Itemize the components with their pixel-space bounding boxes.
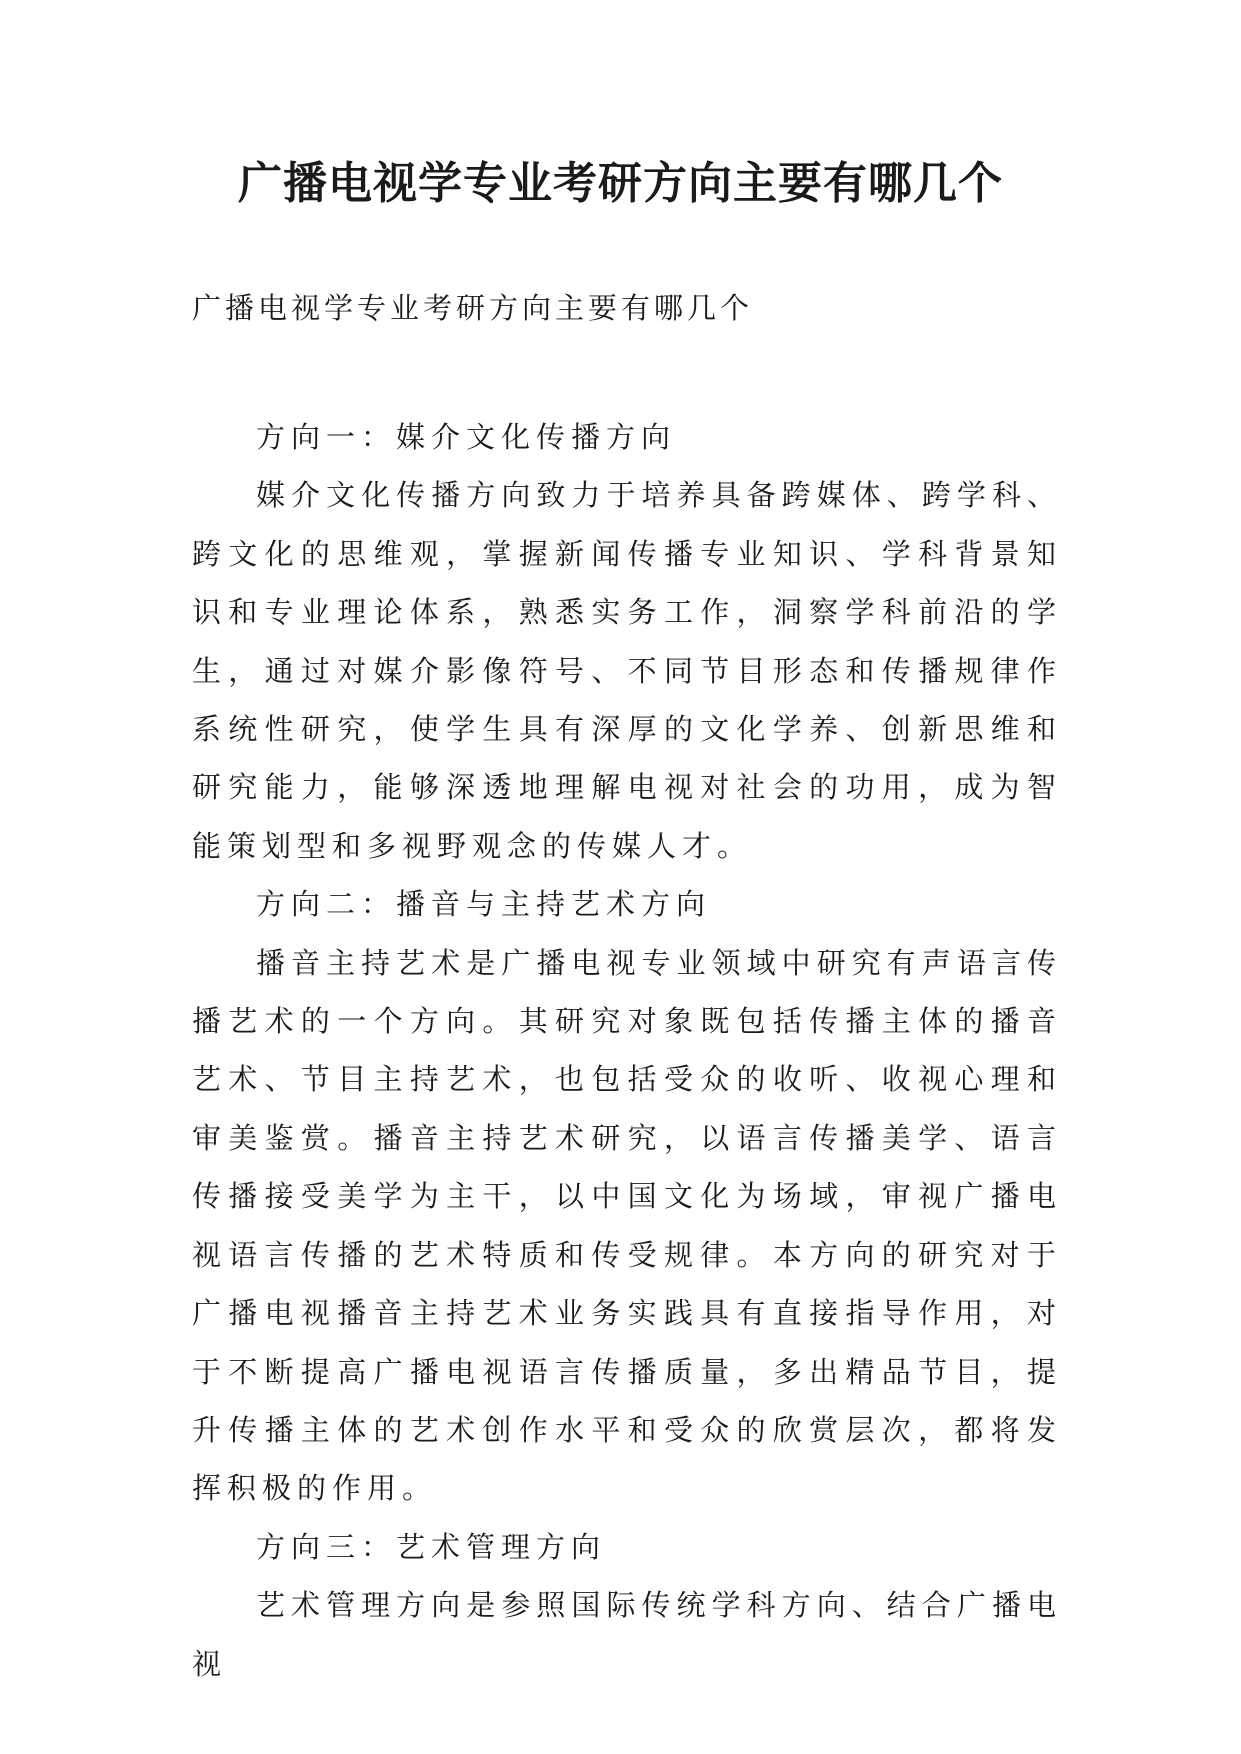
document-content xyxy=(192,408,1062,1693)
document-subtitle: 广播电视学专业考研方向主要有哪几个 xyxy=(192,291,754,325)
paragraph-3: 艺术管理方向是参照国际传统学科方向、结合广播电视 xyxy=(192,1588,1062,1681)
section-heading-2: 方向二：播音与主持艺术方向 xyxy=(256,887,712,922)
paragraph-2: 播音主持艺术是广播电视专业领域中研究有声语言传播艺术的一个方向。其研究对象既包括传播主体的播音艺术、节目主持艺术，也包括受众的收听、收视心理和审美鉴赏。播音主持艺术研究，以语言传播美学、语言传播接受美学为主干，以中国文化为场域，审视广播电视语言传播的艺术特质和传受规律。本方向的研究对于广播电视播音主持艺术业务实践具有直接指导作用，对于不断提高广播电视语言传播质量，多出精品节目，提升传播主体的艺术创作水平和受众的欣赏层次，都将发挥积极的作用。 xyxy=(192,945,1062,1506)
document-title: 广播电视学专业考研方向主要有哪几个 xyxy=(238,158,1003,209)
section-heading-1: 方向一：媒介文化传播方向 xyxy=(256,420,677,454)
paragraph-1: 媒介文化传播方向致力于培养具备跨媒体、跨学科、跨文化的思维观，掌握新闻传播专业知识、学科背景知识和专业理论体系，熟悉实务工作，洞察学科前沿的学生，通过对媒介影像符号、不同节目形态和传播规律作系统性研究，使学生具有深厚的文化学养、创新思维和研究能力，能够深透地理解电视对社会的功用，成为智能策划型和多视野观念的传媒人才。 xyxy=(192,478,1062,863)
section-heading-3: 方向三：艺术管理方向 xyxy=(256,1529,607,1564)
